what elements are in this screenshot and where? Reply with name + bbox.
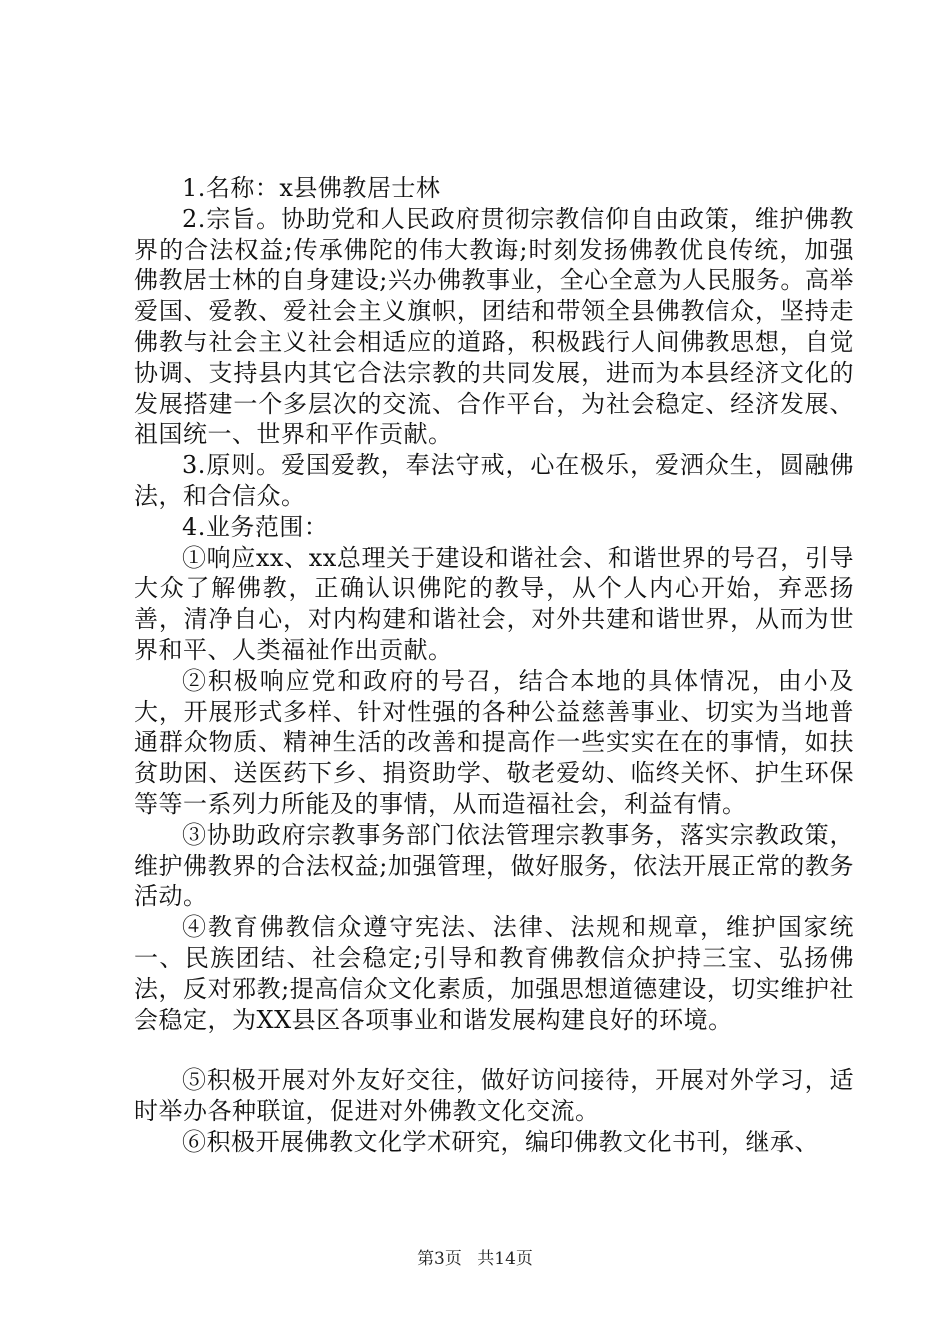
paragraph-principle: 3.原则。爱国爱教，奉法守戒，心在极乐，爱洒众生，圆融佛法，和合信众。: [134, 451, 854, 510]
page-total: 共14页: [477, 1249, 533, 1269]
page-number: 第3页: [417, 1249, 462, 1269]
paragraph-scope-item-1: ①响应xx、xx总理关于建设和谐社会、和谐世界的号召，引导大众了解佛教，正确认识佛陀的教导，从个人内心开始，弃恶扬善，清净自心，对内构建和谐社会，对外共建和谐世界，从而为世界和平、人类福祉作出贡献。: [134, 543, 854, 664]
paragraph-scope-heading: 4.业务范围：: [182, 512, 329, 541]
paragraph-gap: [134, 1035, 854, 1065]
paragraph-scope-item-2: ②积极响应党和政府的号召，结合本地的具体情况，由小及大，开展形式多样、针对性强的各种公益慈善事业、切实为当地普通群众物质、精神生活的改善和提高作一些实实在在的事情，如扶贫助困、送医药下乡、捐资助学、敬老爱幼、临终关怀、护生环保等等一系列力所能及的事情，从而造福社会，利益有情。: [134, 666, 854, 818]
paragraph-scope-item-5: ⑤积极开展对外友好交往，做好访问接待，开展对外学习，适时举办各种联谊，促进对外佛教文化交流。: [134, 1066, 854, 1126]
paragraph-purpose: 2.宗旨。协助党和人民政府贯彻宗教信仰自由政策，维护佛教界的合法权益;传承佛陀的伟大教诲;时刻发扬佛教优良传统，加强佛教居士林的自身建设;兴办佛教事业，全心全意为人民服务。高举爱国、爱教、爱社会主义旗帜，团结和带领全县佛教信众，坚持走佛教与社会主义社会相适应的道路，积极践行人间佛教思想，自觉协调、支持县内其它合法宗教的共同发展，进而为本县经济文化的发展搭建一个多层次的交流、合作平台，为社会稳定、经济发展、祖国统一、世界和平作贡献。: [134, 204, 854, 449]
paragraph-scope-item-4: ④教育佛教信众遵守宪法、法律、法规和规章，维护国家统一、民族团结、社会稳定;引导和教育佛教信众护持三宝、弘扬佛法，反对邪教;提高信众文化素质，加强思想道德建设，切实维护社会稳定，为XX县区各项事业和谐发展构建良好的环境。: [134, 913, 854, 1034]
paragraph-scope-item-6: ⑥积极开展佛教文化学术研究，编印佛教文化书刊，继承、: [182, 1127, 819, 1156]
paragraph-scope-item-3: ③协助政府宗教事务部门依法管理宗教事务，落实宗教政策，维护佛教界的合法权益;加强管理，做好服务，依法开展正常的教务活动。: [134, 820, 854, 911]
paragraph-name: 1.名称：x县佛教居士林: [182, 174, 441, 202]
document-body: [134, 173, 854, 1158]
page-footer: [0, 1244, 950, 1269]
